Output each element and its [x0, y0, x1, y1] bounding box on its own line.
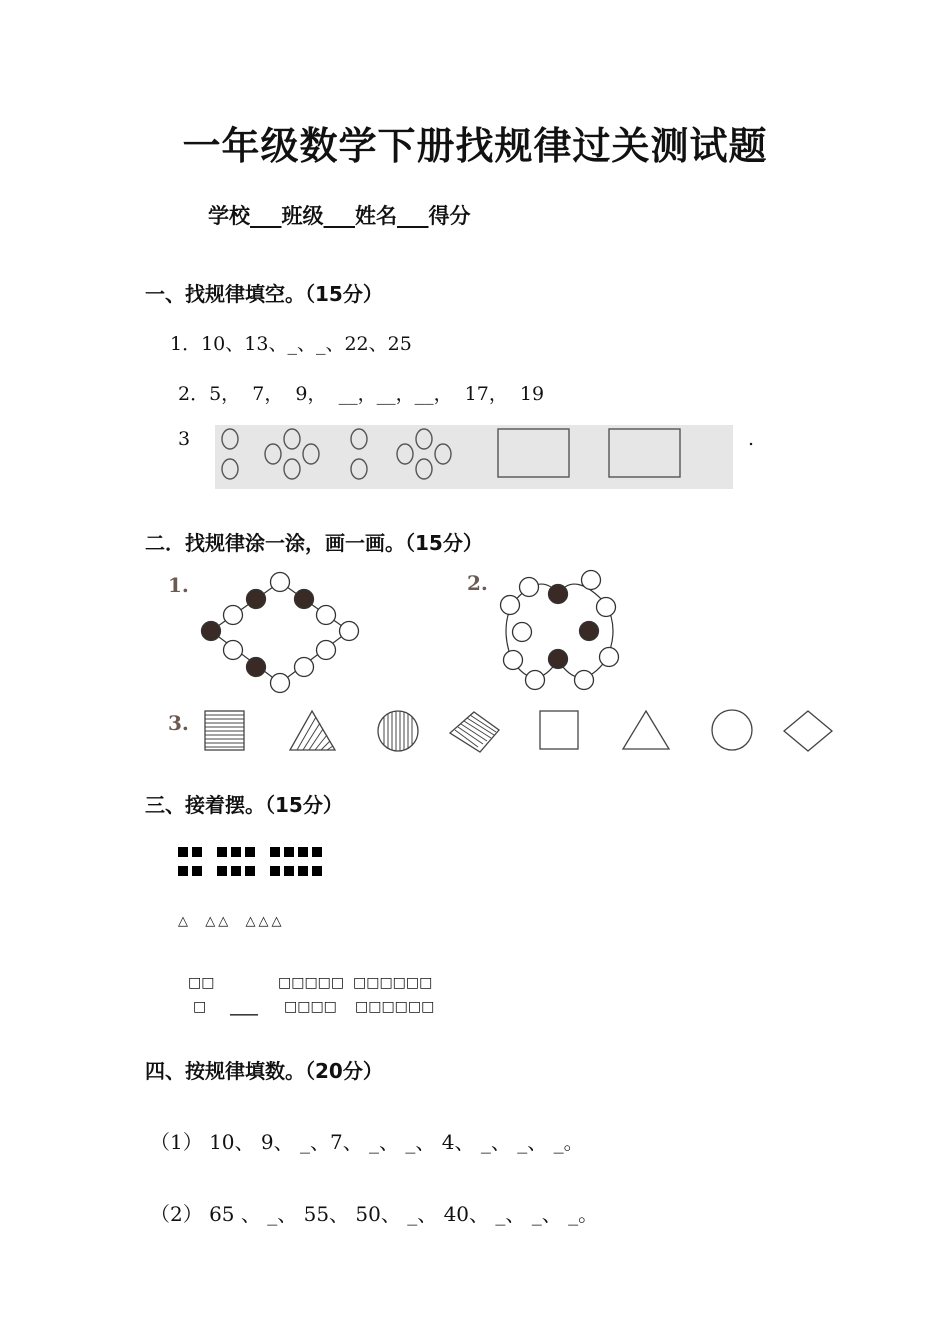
section2-number3: 3. [168, 711, 189, 735]
square-pattern-row1-mid: □□□□□ [278, 975, 345, 991]
square-pattern-row2-mid: □□□□ [284, 999, 337, 1015]
section2-number2: 2. [467, 571, 488, 595]
square-pattern-row2-left: □ [193, 999, 207, 1015]
section2-heading: 二．找规律涂一涂，画一画。（15分） [145, 531, 483, 555]
section2-number1: 1. [168, 573, 189, 597]
section4-question2: （2） 65 、 _、 55、 50、 _、 40、 _、 _、 _。 [150, 1202, 599, 1226]
square-pattern-row1-left: □□ [188, 975, 215, 991]
section1-question3-tail: . [748, 428, 755, 450]
section1-heading: 一、找规律填空。（15分） [145, 282, 383, 306]
page-title: 一年级数学下册找规律过关测试题 [182, 124, 768, 168]
answer-blank: ____ [230, 1000, 258, 1016]
student-info-line: 学校___班级___姓名___得分 [208, 204, 471, 228]
section1-question1: 1．10、13、_、_、22、25 [170, 333, 412, 355]
triangle-pattern: △ △△ △△△ [178, 914, 285, 929]
section1-question2: 2．5， 7， 9， __，__，__， 17， 19 [178, 383, 545, 405]
section4-heading: 四、按规律填数。（20分） [145, 1059, 383, 1083]
square-pattern-row1-right: □□□□□□ [353, 975, 433, 991]
section1-question3-label: 3 [178, 428, 191, 450]
pattern-strip-background [215, 425, 733, 489]
section4-question1: （1） 10、 9、 _、7、 _、 _、 4、 _、 _、 _。 [150, 1130, 584, 1154]
section3-heading: 三、接着摆。（15分） [145, 793, 343, 817]
square-pattern-row2-right: □□□□□□ [355, 999, 435, 1015]
